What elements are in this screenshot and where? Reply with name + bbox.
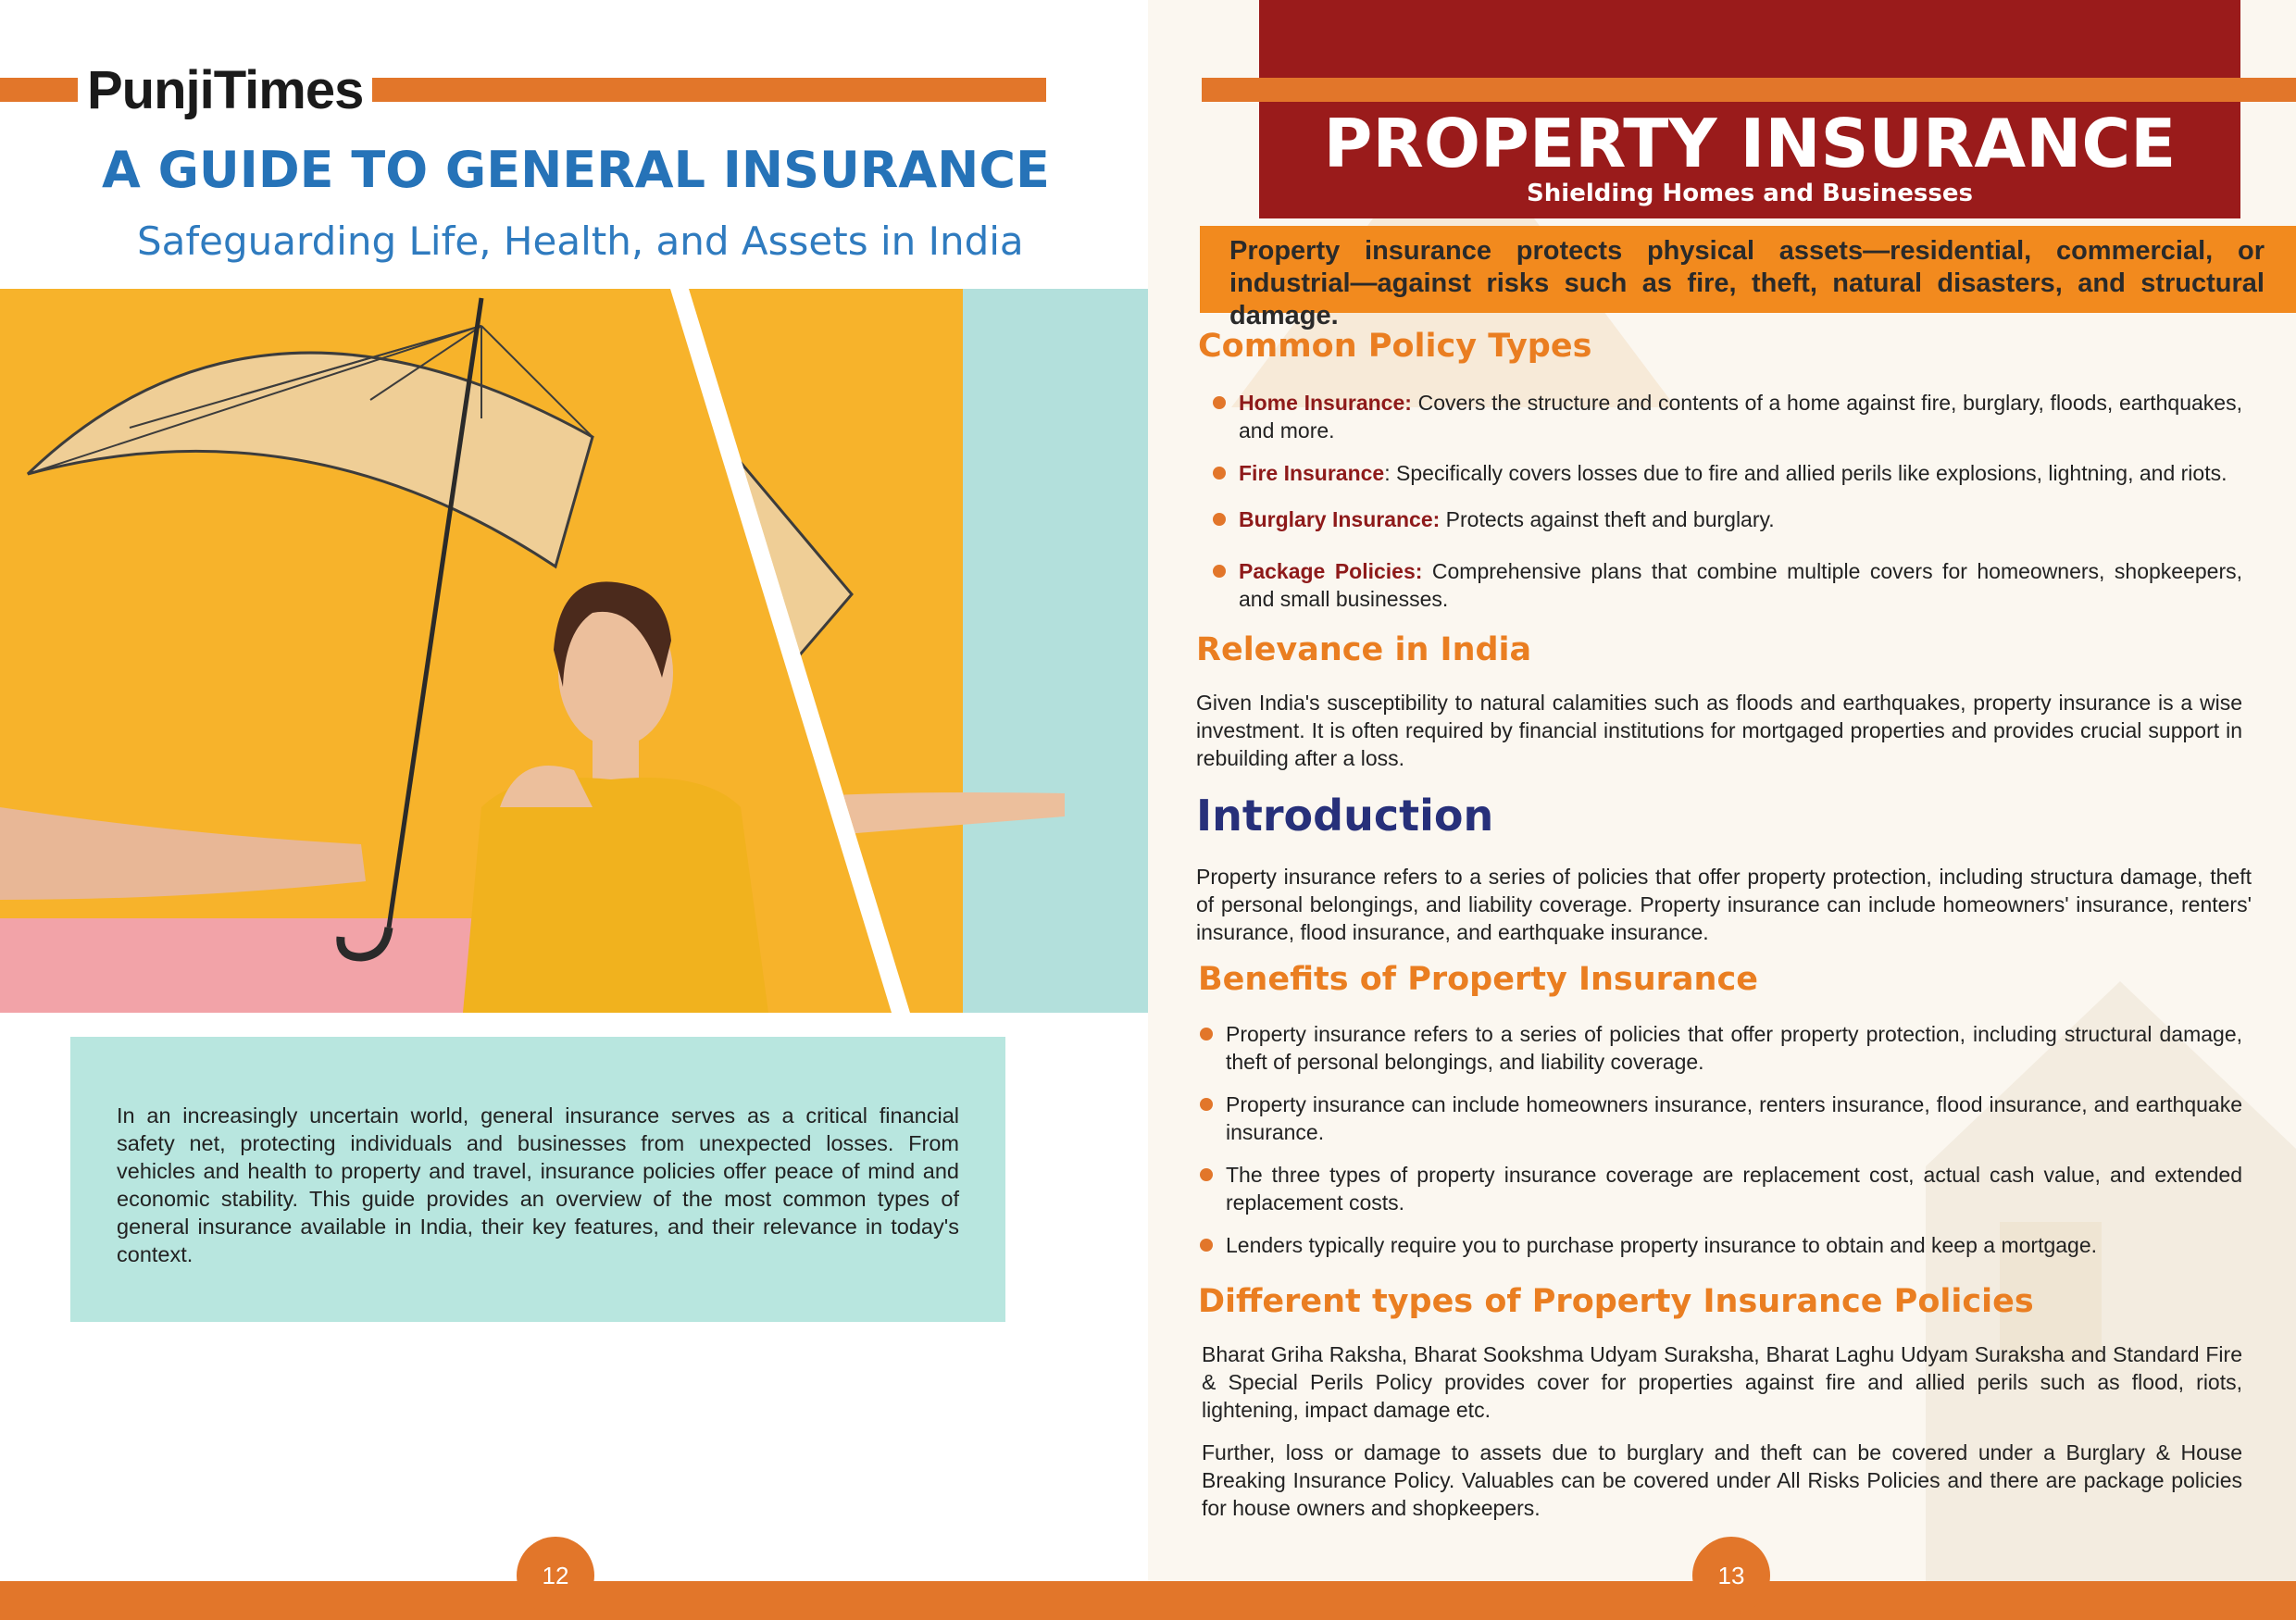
page-title: A GUIDE TO GENERAL INSURANCE: [102, 141, 1050, 199]
umbrella-photo: [0, 289, 1161, 1013]
policy-description: Comprehensive plans that combine multiple covers for homeowners, shopkeepers, and small businesses.: [1239, 559, 2242, 611]
bullet-icon: [1200, 1098, 1213, 1111]
relevance-paragraph: Given India's susceptibility to natural calamities such as floods and earthquakes, property insurance is a wise investment. It is often required by financial institutions for mortgaged properties and provides crucial support in rebuilding after a loss.: [1196, 691, 2242, 770]
right-page: [1148, 0, 2296, 1620]
benefit-text: Lenders typically require you to purchase property insurance to obtain and keep a mortgage.: [1226, 1233, 2098, 1257]
policy-types-paragraph-2: Further, loss or damage to assets due to burglary and theft can be covered under a Burglary & House Breaking Insurance Policy. Valuables can be covered under All Risks Policies and there are package policies for house owners and shopkeepers.: [1202, 1440, 2242, 1520]
section-title: PROPERTY INSURANCE: [1323, 105, 2177, 182]
policy-term: Burglary Insurance:: [1239, 507, 1441, 531]
list-item: [1198, 1231, 2242, 1259]
heading-common-policy-types: Common Policy Types: [1198, 328, 1592, 365]
page-number-left: 12: [517, 1537, 594, 1614]
benefit-text: Property insurance refers to a series of policies that offer property protection, including structural damage, theft of personal belongings, and liability coverage.: [1226, 1022, 2242, 1074]
heading-benefits: Benefits of Property Insurance: [1198, 961, 1758, 998]
benefits-list: [1198, 1020, 2242, 1259]
intro-box: [70, 1037, 1005, 1322]
benefit-text: The three types of property insurance coverage are replacement cost, actual cash value, and extended replacement costs.: [1226, 1163, 2242, 1215]
list-item: [1198, 1090, 2242, 1146]
common-policy-list: [1211, 389, 2242, 613]
list-item: [1211, 557, 2242, 613]
policy-term: Home Insurance:: [1239, 391, 1412, 415]
section-subtitle: Shielding Homes and Businesses: [1527, 180, 1973, 207]
bullet-icon: [1200, 1239, 1213, 1252]
bullet-icon: [1213, 513, 1226, 526]
lede-box: [1200, 226, 2296, 330]
policy-description: : Specifically covers losses due to fire and allied perils like explosions, lightning, and riots.: [1384, 461, 2227, 485]
policy-term: Package Policies:: [1239, 559, 1423, 583]
list-item: [1198, 1161, 2242, 1216]
page-number-right: 13: [1692, 1537, 1770, 1614]
lede-text: Property insurance protects physical assets—residential, commercial, or industrial—against risks such as fire, theft, natural disasters, and structural damage.: [1229, 236, 2265, 330]
bullet-icon: [1213, 467, 1226, 480]
intro-paragraph: In an increasingly uncertain world, general insurance serves as a critical financial safety net, protecting individuals and businesses from unexpected losses. From vehicles and health to property and travel, insurance policies offer peace of mind and economic stability. This guide provides an overview of the most common types of general insurance available in India, their key features, and their relevance in today's context.: [117, 1103, 959, 1266]
header-stripe-right: [1202, 78, 2296, 102]
introduction-paragraph: Property insurance refers to a series of policies that offer property protection, including structura damage, theft of personal belongings, and liability coverage. Property insurance can include homeowners' insurance, renters' insurance, flood insurance, and earthquake insurance.: [1196, 865, 2252, 944]
policy-term: Fire Insurance: [1239, 461, 1385, 485]
policy-types-paragraph-1: Bharat Griha Raksha, Bharat Sookshma Udyam Suraksha, Bharat Laghu Udyam Suraksha and Standard Fire & Special Perils Policy provides cover for properties against fire and allied perils such as flood, riots, lightening, impact damage etc.: [1202, 1342, 2242, 1422]
heading-policy-types: Different types of Property Insurance Policies: [1198, 1283, 2034, 1320]
page-subtitle: Safeguarding Life, Health, and Assets in India: [137, 218, 1024, 264]
bullet-icon: [1200, 1168, 1213, 1181]
bullet-icon: [1213, 396, 1226, 409]
list-item: [1198, 1020, 2242, 1076]
bullet-icon: [1200, 1028, 1213, 1041]
policy-description: Covers the structure and contents of a home against fire, burglary, floods, earthquakes, and more.: [1239, 391, 2242, 442]
list-item: [1211, 389, 2242, 444]
bullet-icon: [1213, 565, 1226, 578]
list-item: [1211, 459, 2242, 487]
policy-description: Protects against theft and burglary.: [1440, 507, 1775, 531]
brand-logo: PunjiTimes: [78, 56, 372, 126]
list-item: [1211, 505, 2242, 533]
benefit-text: Property insurance can include homeowners insurance, renters insurance, flood insurance, and earthquake insurance.: [1226, 1092, 2242, 1144]
heading-introduction: Introduction: [1196, 791, 1494, 841]
heading-relevance-in-india: Relevance in India: [1196, 631, 1532, 668]
